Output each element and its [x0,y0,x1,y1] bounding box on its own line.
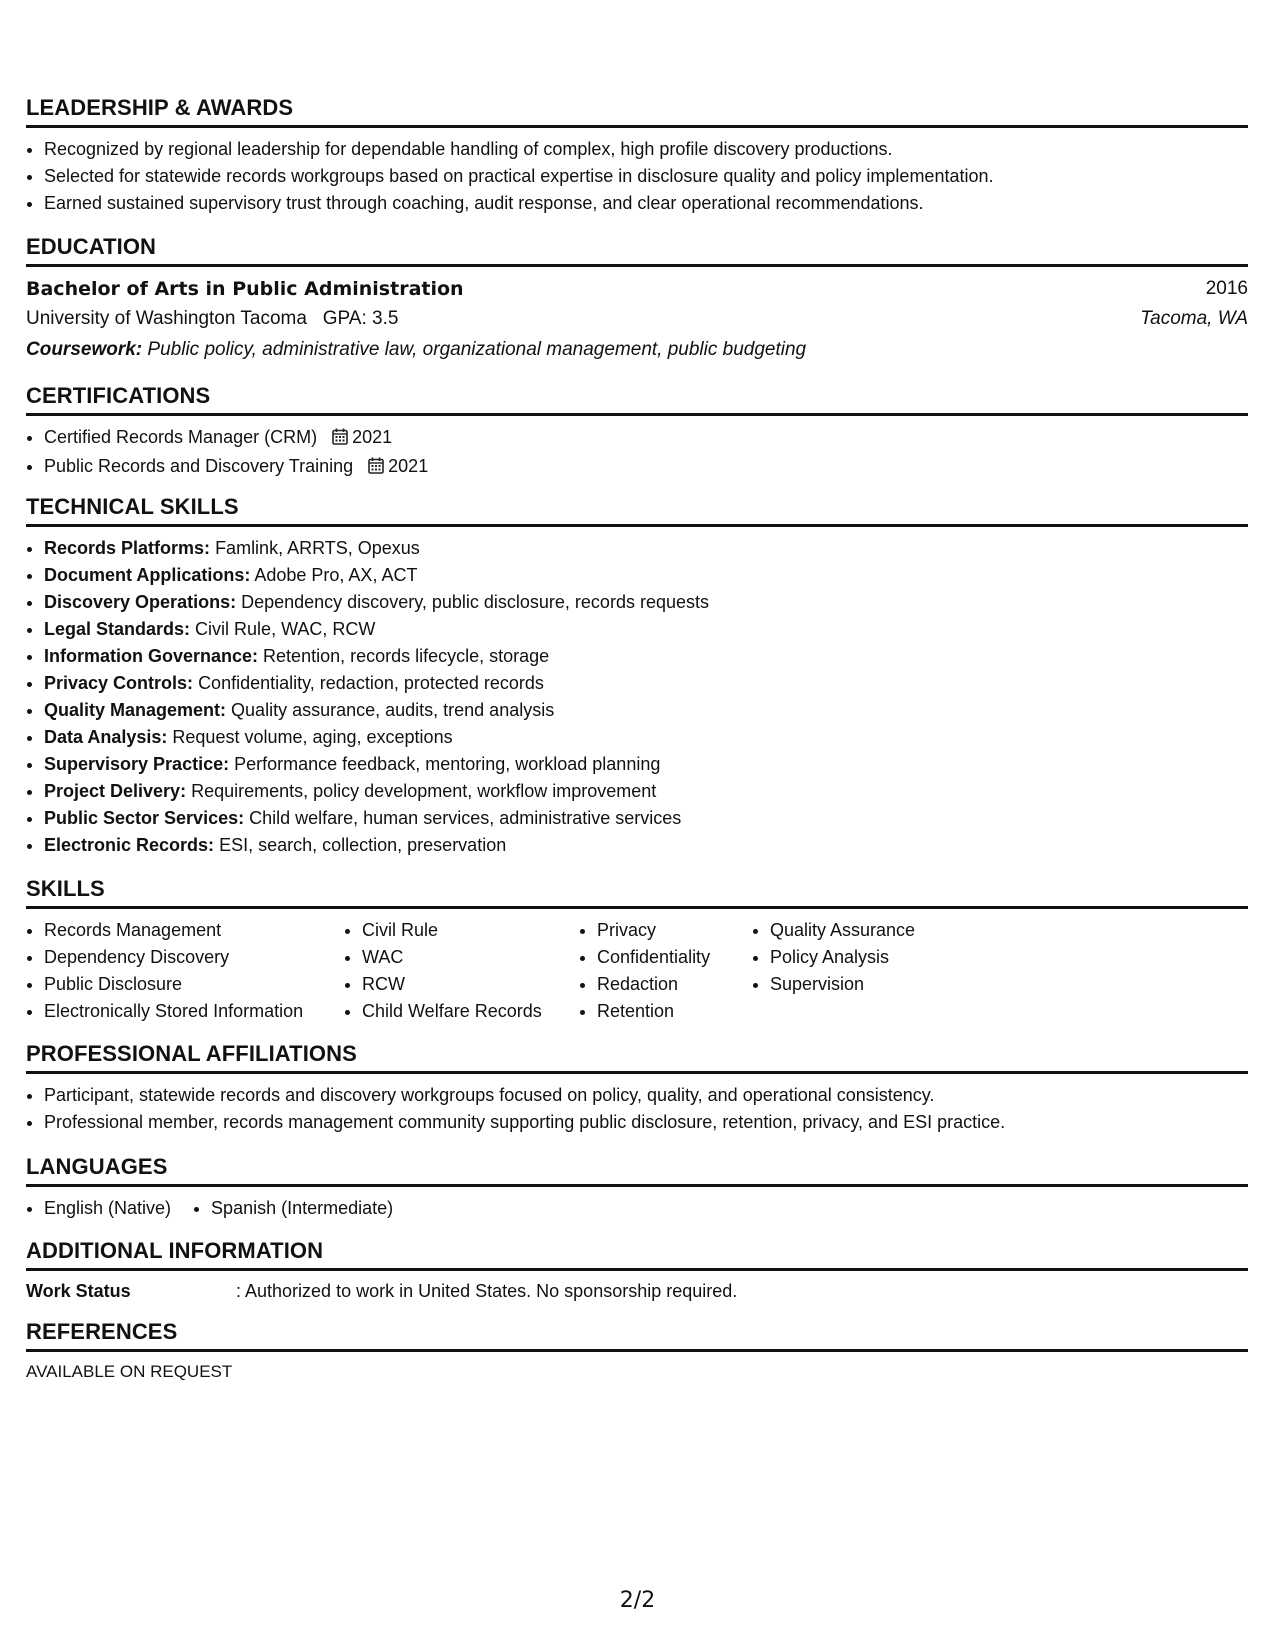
list-item [44,424,1248,453]
skills-grid [26,917,1248,1025]
languages-list [26,1195,1248,1222]
work-status-label: Work Status [26,1281,131,1301]
skill-value: Civil Rule, WAC, RCW [195,619,376,639]
leadership-section [26,95,1248,217]
work-status-value: : Authorized to work in United States. No sponsorship required. [236,1281,738,1301]
additional-info-section [26,1238,1248,1303]
certifications-section [26,383,1248,482]
skill-value: Child welfare, human services, administrative services [249,808,682,828]
calendar-icon [332,426,348,453]
list-item [44,670,1248,697]
page-number: 2/2 [619,1588,656,1613]
list-item [44,805,1248,832]
education-section [26,234,1248,365]
list-item: • Supervision [770,971,970,998]
skills-column [26,917,344,1025]
list-item: • Retention [597,998,752,1025]
list-item: • Participant, statewide records and discovery workgroups focused on policy, quality, and operational consistency. [44,1082,1248,1109]
section-title-certifications: CERTIFICATIONS [26,383,1248,416]
gpa: GPA: 3.5 [322,308,399,329]
coursework [26,334,1248,365]
section-title-additional: ADDITIONAL INFORMATION [26,1238,1248,1271]
list-item [44,832,1248,859]
skill-label: Electronic Records: [44,835,215,855]
skill-value: Requirements, policy development, workflow improvement [191,781,657,801]
affiliations-list [26,1082,1248,1136]
section-title-languages: LANGUAGES [26,1154,1248,1187]
skill-value: Retention, records lifecycle, storage [263,646,550,666]
list-item [44,616,1248,643]
list-item: • Child Welfare Records [362,998,579,1025]
certification-name: Public Records and Discovery Training [44,456,354,476]
list-item [44,562,1248,589]
list-item: • WAC [362,944,579,971]
skill-label: Information Governance: [44,646,259,666]
list-item: • Privacy [597,917,752,944]
section-title-skills: SKILLS [26,876,1248,909]
skill-label: Privacy Controls: [44,673,194,693]
references-section [26,1319,1248,1382]
section-title-leadership: LEADERSHIP & AWARDS [26,95,1248,128]
references-text: AVAILABLE ON REQUEST [26,1362,233,1381]
list-item: • Dependency Discovery [44,944,344,971]
school-location: Tacoma, WA [1140,308,1248,329]
section-title-affiliations: PROFESSIONAL AFFILIATIONS [26,1041,1248,1074]
list-item: • Policy Analysis [770,944,970,971]
list-item [44,724,1248,751]
skill-value: Performance feedback, mentoring, workload planning [234,754,661,774]
list-item [44,778,1248,805]
skill-value: Quality assurance, audits, trend analysis [231,700,555,720]
section-title-education: EDUCATION [26,234,1248,267]
skill-label: Project Delivery: [44,781,187,801]
list-item: • Confidentiality [597,944,752,971]
skill-value: Confidentiality, redaction, protected records [198,673,544,693]
skill-label: Data Analysis: [44,727,168,747]
skill-label: Document Applications: [44,565,251,585]
list-item [44,643,1248,670]
list-item: • Recognized by regional leadership for dependable handling of complex, high profile discovery productions. [44,136,1248,163]
work-status-row [26,1279,1248,1303]
list-item: • Professional member, records management community supporting public disclosure, retention, privacy, and ESI practice. [44,1109,1248,1136]
list-item: • English (Native) [44,1195,171,1222]
skills-column [579,917,752,1025]
skill-value: Adobe Pro, AX, ACT [254,565,418,585]
list-item [44,589,1248,616]
skill-label: Quality Management: [44,700,227,720]
certifications-list [26,424,1248,482]
affiliations-section [26,1041,1248,1136]
skill-label: Supervisory Practice: [44,754,230,774]
technical-skills-section [26,494,1248,859]
section-title-references: REFERENCES [26,1319,1248,1352]
skill-value: ESI, search, collection, preservation [219,835,507,855]
certification-name: Certified Records Manager (CRM) [44,427,318,447]
list-item [44,453,1248,482]
list-item: • RCW [362,971,579,998]
education-entry [26,274,1248,365]
leadership-list [26,136,1248,217]
list-item: • Earned sustained supervisory trust through coaching, audit response, and clear operational recommendations. [44,190,1248,217]
list-item: • Records Management [44,917,344,944]
skills-column [344,917,579,1025]
list-item: • Quality Assurance [770,917,970,944]
list-item: • Spanish (Intermediate) [211,1195,393,1222]
languages-section [26,1154,1248,1222]
list-item: • Civil Rule [362,917,579,944]
coursework-text: Public policy, administrative law, organizational management, public budgeting [147,339,807,360]
calendar-icon [368,455,384,482]
skill-value: Famlink, ARRTS, Opexus [215,538,420,558]
skills-column [752,917,970,1025]
school-name: University of Washington Tacoma [26,308,307,329]
coursework-label: Coursework: [26,339,143,360]
section-title-technical-skills: TECHNICAL SKILLS [26,494,1248,527]
skill-label: Public Sector Services: [44,808,245,828]
list-item: • Public Disclosure [44,971,344,998]
list-item: • Redaction [597,971,752,998]
skill-label: Records Platforms: [44,538,211,558]
degree-title: Bachelor of Arts in Public Administration [26,278,464,300]
list-item [44,697,1248,724]
list-item: • Selected for statewide records workgroups based on practical expertise in disclosure quality and policy implementation. [44,163,1248,190]
graduation-year: 2016 [1205,278,1248,299]
list-item: • Electronically Stored Information [44,998,344,1025]
skill-value: Request volume, aging, exceptions [172,727,453,747]
skill-value: Dependency discovery, public disclosure, records requests [241,592,709,612]
skill-label: Discovery Operations: [44,592,237,612]
list-item [44,751,1248,778]
skills-section [26,876,1248,1025]
technical-skills-list [26,535,1248,859]
certification-year: 2021 [388,456,429,476]
skill-label: Legal Standards: [44,619,191,639]
list-item [44,535,1248,562]
certification-year: 2021 [352,427,393,447]
